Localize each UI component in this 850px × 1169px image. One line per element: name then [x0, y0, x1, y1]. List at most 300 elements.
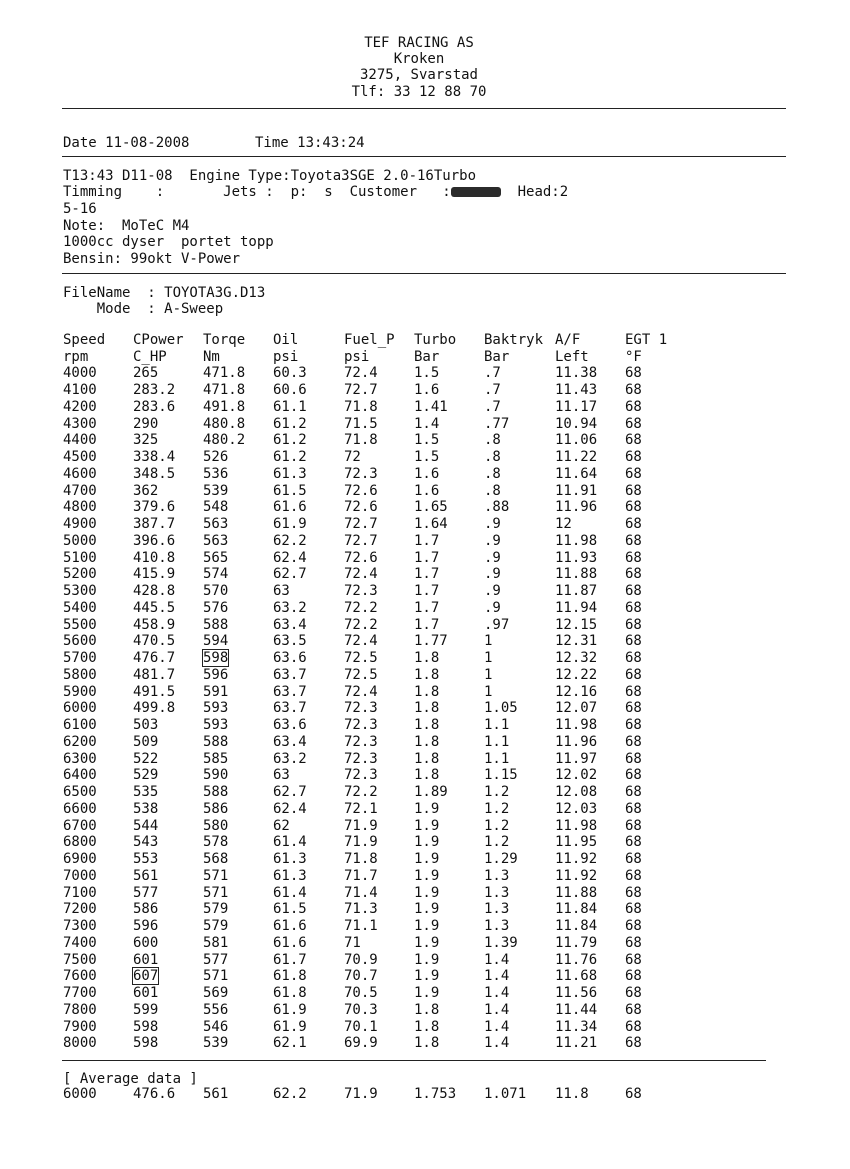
table-cell: 396.6 — [133, 532, 176, 549]
table-cell: 290 — [133, 415, 159, 432]
table-cell: .8 — [484, 482, 501, 499]
table-cell: 63.2 — [273, 750, 307, 767]
table-cell: 68 — [625, 432, 642, 449]
table-cell: 68 — [625, 1018, 642, 1035]
table-cell: 72.4 — [344, 683, 378, 700]
table-cell: 5900 — [63, 683, 97, 700]
table-cell: 68 — [625, 867, 642, 884]
table-cell: 11.98 — [555, 717, 598, 734]
table-cell: 72.6 — [344, 482, 378, 499]
column-header: EGT 1 — [625, 332, 668, 348]
table-row — [63, 767, 685, 784]
table-cell: 68 — [625, 934, 642, 951]
table-cell: 68 — [625, 499, 642, 516]
table-cell: 68 — [625, 549, 642, 566]
table-cell: 548 — [203, 499, 229, 516]
table-cell: 4000 — [63, 365, 97, 382]
table-cell: 61.4 — [273, 884, 307, 901]
table-cell: 68 — [625, 918, 642, 935]
table-cell: 598 — [133, 1018, 159, 1035]
table-cell: 63.6 — [273, 717, 307, 734]
table-cell: 5300 — [63, 583, 97, 600]
table-cell: 1.4 — [484, 1018, 510, 1035]
column-unit: Left — [555, 348, 589, 365]
table-cell: 68 — [625, 415, 642, 432]
table-cell: 72.2 — [344, 616, 378, 633]
table-cell: 71.4 — [344, 884, 378, 901]
redacted-customer — [451, 187, 501, 197]
table-cell: 63.4 — [273, 616, 307, 633]
table-cell: 72.3 — [344, 767, 378, 784]
table-cell: 61.3 — [273, 867, 307, 884]
table-cell: 11.95 — [555, 834, 598, 851]
table-cell: 60.6 — [273, 382, 307, 399]
table-cell: 1.5 — [414, 432, 440, 449]
table-cell: 11.38 — [555, 365, 598, 382]
dyno-data-table — [63, 332, 685, 1052]
table-cell: 68 — [625, 834, 642, 851]
table-cell: 1.4 — [414, 415, 440, 432]
table-cell: 1.5 — [414, 365, 440, 382]
filename: FileName : TOYOTA3G.D13 — [63, 285, 266, 301]
table-cell: 471.8 — [203, 382, 246, 399]
table-cell: 71 — [344, 934, 361, 951]
fuel-line: Bensin: 99okt V-Power — [63, 251, 241, 267]
table-row — [63, 834, 685, 851]
table-cell: 68 — [625, 733, 642, 750]
table-cell: 72 — [344, 449, 361, 466]
table-row — [63, 700, 685, 717]
table-cell: 7400 — [63, 934, 97, 951]
table-cell: 62.2 — [273, 532, 307, 549]
table-cell: 11.84 — [555, 918, 598, 935]
table-cell: 1.2 — [484, 800, 510, 817]
table-cell: 4400 — [63, 432, 97, 449]
table-cell: 1.8 — [414, 1035, 440, 1052]
table-cell: 1.9 — [414, 918, 440, 935]
table-cell: 63 — [273, 583, 290, 600]
average-cell: 71.9 — [344, 1086, 378, 1102]
table-cell: 61.6 — [273, 499, 307, 516]
table-cell: 6400 — [63, 767, 97, 784]
table-cell: 70.5 — [344, 985, 378, 1002]
table-row — [63, 968, 685, 985]
table-cell: 72.7 — [344, 532, 378, 549]
table-cell: 1.8 — [414, 650, 440, 667]
table-row — [63, 667, 685, 684]
table-cell: .88 — [484, 499, 510, 516]
table-cell: 68 — [625, 465, 642, 482]
company-name: TEF RACING AS — [364, 35, 474, 51]
table-row — [63, 432, 685, 449]
table-cell: 11.88 — [555, 884, 598, 901]
table-cell: 283.2 — [133, 382, 176, 399]
table-cell: 481.7 — [133, 666, 176, 683]
table-cell: 7900 — [63, 1018, 97, 1035]
table-cell: 1.15 — [484, 767, 518, 784]
table-cell: 61.1 — [273, 398, 307, 415]
table-cell: 588 — [203, 616, 229, 633]
table-cell: 11.17 — [555, 398, 598, 415]
table-cell: 509 — [133, 733, 159, 750]
table-cell: 594 — [203, 633, 229, 650]
table-cell: 491.5 — [133, 683, 176, 700]
table-cell: 71.8 — [344, 851, 378, 868]
table-cell: 62.1 — [273, 1035, 307, 1052]
table-cell: 61.3 — [273, 465, 307, 482]
table-cell: 68 — [625, 700, 642, 717]
table-cell: 1.8 — [414, 683, 440, 700]
table-row — [63, 784, 685, 801]
table-cell: 70.3 — [344, 1001, 378, 1018]
table-cell: 586 — [133, 901, 159, 918]
table-cell: 1.9 — [414, 951, 440, 968]
table-cell: 7700 — [63, 985, 97, 1002]
table-cell: 578 — [203, 834, 229, 851]
table-cell: 71.7 — [344, 867, 378, 884]
table-cell: 565 — [203, 549, 229, 566]
table-cell: 12 — [555, 516, 572, 533]
table-cell: 1.8 — [414, 700, 440, 717]
table-row — [63, 416, 685, 433]
table-row — [63, 449, 685, 466]
table-cell: 72.3 — [344, 733, 378, 750]
table-cell: 68 — [625, 516, 642, 533]
table-cell: 553 — [133, 851, 159, 868]
table-cell: 68 — [625, 382, 642, 399]
table-cell: 71.3 — [344, 901, 378, 918]
table-cell: 570 — [203, 583, 229, 600]
table-cell: 68 — [625, 851, 642, 868]
table-cell: 68 — [625, 666, 642, 683]
table-row — [63, 684, 685, 701]
table-cell: 72.4 — [344, 566, 378, 583]
table-cell: 61.2 — [273, 449, 307, 466]
table-cell: 348.5 — [133, 465, 176, 482]
table-cell: 1.4 — [484, 951, 510, 968]
table-cell: 544 — [133, 817, 159, 834]
table-cell: 68 — [625, 901, 642, 918]
table-cell: 61.4 — [273, 834, 307, 851]
table-cell: 71.8 — [344, 398, 378, 415]
table-cell: 61.3 — [273, 851, 307, 868]
table-cell: 522 — [133, 750, 159, 767]
table-cell: 11.43 — [555, 382, 598, 399]
table-cell: 574 — [203, 566, 229, 583]
table-row — [63, 818, 685, 835]
table-cell: 1.8 — [414, 733, 440, 750]
table-cell: 1 — [484, 666, 493, 683]
table-cell: 1.9 — [414, 968, 440, 985]
average-cell: 62.2 — [273, 1086, 307, 1102]
table-cell: .77 — [484, 415, 510, 432]
table-cell: 71.9 — [344, 834, 378, 851]
table-cell — [133, 968, 203, 985]
table-cell: 72.5 — [344, 650, 378, 667]
table-cell: 5700 — [63, 650, 97, 667]
table-cell: 4100 — [63, 382, 97, 399]
table-cell: 68 — [625, 784, 642, 801]
table-row — [63, 550, 685, 567]
table-cell: 1.9 — [414, 867, 440, 884]
table-cell: 68 — [625, 566, 642, 583]
table-cell: 72.6 — [344, 549, 378, 566]
table-cell: 61.5 — [273, 901, 307, 918]
table-cell: 68 — [625, 884, 642, 901]
table-cell: 72.2 — [344, 784, 378, 801]
table-cell: 68 — [625, 482, 642, 499]
table-cell: 6300 — [63, 750, 97, 767]
table-cell: 63.4 — [273, 733, 307, 750]
column-header: CPower — [133, 332, 184, 348]
table-cell: 596 — [133, 918, 159, 935]
table-cell: 538 — [133, 800, 159, 817]
table-cell: 68 — [625, 1001, 642, 1018]
table-cell: 68 — [625, 951, 642, 968]
table-cell: 5200 — [63, 566, 97, 583]
table-cell: .9 — [484, 566, 501, 583]
table-cell: .9 — [484, 583, 501, 600]
table-cell: 1.8 — [414, 666, 440, 683]
head-value: Head:2 — [517, 184, 569, 200]
info-line-3: 5-16 — [63, 201, 97, 217]
table-cell: 1.9 — [414, 901, 440, 918]
table-cell: 1.89 — [414, 784, 448, 801]
table-cell: 1.3 — [484, 901, 510, 918]
table-cell: 1.39 — [484, 934, 518, 951]
table-cell — [203, 650, 273, 667]
table-cell: 410.8 — [133, 549, 176, 566]
table-cell: 11.44 — [555, 1001, 598, 1018]
table-cell: 12.31 — [555, 633, 598, 650]
table-cell: 4500 — [63, 449, 97, 466]
table-cell: 61.6 — [273, 918, 307, 935]
table-cell: 6200 — [63, 733, 97, 750]
report-time: Time 13:43:24 — [255, 135, 365, 151]
table-cell: 1.1 — [484, 717, 510, 734]
average-label: [ Average data ] — [63, 1071, 198, 1087]
table-cell: 5000 — [63, 532, 97, 549]
table-cell: 571 — [203, 884, 229, 901]
table-cell: 12.03 — [555, 800, 598, 817]
table-cell: 72.3 — [344, 700, 378, 717]
table-cell: 1 — [484, 633, 493, 650]
table-cell: 63.6 — [273, 650, 307, 667]
column-unit: rpm — [63, 348, 89, 365]
table-row — [63, 1002, 685, 1019]
table-cell: 68 — [625, 532, 642, 549]
table-cell: .8 — [484, 465, 501, 482]
table-cell: 61.7 — [273, 951, 307, 968]
table-cell: 68 — [625, 800, 642, 817]
table-cell: 12.07 — [555, 700, 598, 717]
table-cell: 536 — [203, 465, 229, 482]
table-cell: 61.9 — [273, 1018, 307, 1035]
table-cell: 580 — [203, 817, 229, 834]
table-cell: 12.22 — [555, 666, 598, 683]
table-row — [63, 885, 685, 902]
table-cell: 61.9 — [273, 516, 307, 533]
timing-jets-customer-text: Timming : Jets : p: s Customer : — [63, 184, 451, 200]
table-cell: 62.4 — [273, 549, 307, 566]
table-cell: 563 — [203, 532, 229, 549]
divider — [62, 273, 786, 274]
table-cell: 535 — [133, 784, 159, 801]
table-row — [63, 901, 685, 918]
table-cell: 1 — [484, 650, 493, 667]
table-cell: 1.9 — [414, 985, 440, 1002]
table-cell: 61.6 — [273, 934, 307, 951]
divider — [62, 1060, 766, 1061]
table-cell: 379.6 — [133, 499, 176, 516]
table-cell: 11.21 — [555, 1035, 598, 1052]
table-cell: 68 — [625, 365, 642, 382]
table-cell: 72.7 — [344, 382, 378, 399]
table-cell: 556 — [203, 1001, 229, 1018]
table-cell: 11.92 — [555, 851, 598, 868]
column-unit: Bar — [414, 348, 440, 365]
table-cell: 1.3 — [484, 918, 510, 935]
table-cell: 569 — [203, 985, 229, 1002]
table-cell: 325 — [133, 432, 159, 449]
table-cell: 70.7 — [344, 968, 378, 985]
table-cell: 601 — [133, 951, 159, 968]
table-cell: 499.8 — [133, 700, 176, 717]
table-cell: 585 — [203, 750, 229, 767]
table-cell: 539 — [203, 482, 229, 499]
table-cell: 1.9 — [414, 934, 440, 951]
company-postal-line: 3275, Svarstad — [359, 67, 478, 83]
column-unit: C_HP — [133, 348, 167, 365]
table-cell: 12.08 — [555, 784, 598, 801]
divider — [62, 108, 786, 109]
table-cell: 458.9 — [133, 616, 176, 633]
table-cell: 7500 — [63, 951, 97, 968]
table-cell: .9 — [484, 532, 501, 549]
table-row — [63, 1019, 685, 1036]
column-unit: Bar — [484, 348, 510, 365]
table-cell: 5400 — [63, 599, 97, 616]
table-cell: 6100 — [63, 717, 97, 734]
table-cell: 1.9 — [414, 851, 440, 868]
table-cell: .9 — [484, 549, 501, 566]
table-cell: 1.7 — [414, 532, 440, 549]
table-cell: 7000 — [63, 867, 97, 884]
table-cell: 526 — [203, 449, 229, 466]
table-cell: 68 — [625, 717, 642, 734]
table-cell: 577 — [133, 884, 159, 901]
table-cell: 63.5 — [273, 633, 307, 650]
table-cell: 561 — [133, 867, 159, 884]
average-cell: 11.8 — [555, 1086, 589, 1102]
table-cell: 11.88 — [555, 566, 598, 583]
table-cell: 63.2 — [273, 599, 307, 616]
table-cell: 1 — [484, 683, 493, 700]
table-cell: 68 — [625, 449, 642, 466]
table-cell: 4900 — [63, 516, 97, 533]
table-cell: 60.3 — [273, 365, 307, 382]
table-cell: 61.8 — [273, 985, 307, 1002]
table-cell: 4600 — [63, 465, 97, 482]
table-row — [63, 734, 685, 751]
table-cell: 61.2 — [273, 415, 307, 432]
table-cell: 593 — [203, 717, 229, 734]
table-row — [63, 918, 685, 935]
table-cell: 7300 — [63, 918, 97, 935]
table-cell: .97 — [484, 616, 510, 633]
table-cell: 11.91 — [555, 482, 598, 499]
table-cell: .8 — [484, 449, 501, 466]
table-cell: 577 — [203, 951, 229, 968]
table-cell: 5600 — [63, 633, 97, 650]
table-cell: 1.8 — [414, 1018, 440, 1035]
table-cell: 61.2 — [273, 432, 307, 449]
table-cell: 68 — [625, 968, 642, 985]
table-cell: 571 — [203, 968, 229, 985]
table-cell: 476.7 — [133, 650, 176, 667]
table-cell: 62 — [273, 817, 290, 834]
table-cell: 68 — [625, 599, 642, 616]
table-row — [63, 801, 685, 818]
company-address-line: Kroken — [393, 51, 445, 67]
table-cell: 1.7 — [414, 566, 440, 583]
table-cell: 1.4 — [484, 985, 510, 1002]
table-cell: .9 — [484, 599, 501, 616]
table-cell: 63.7 — [273, 683, 307, 700]
table-cell: 1.8 — [414, 1001, 440, 1018]
table-cell: 71.8 — [344, 432, 378, 449]
table-cell: 69.9 — [344, 1035, 378, 1052]
table-cell: 1.7 — [414, 616, 440, 633]
table-row — [63, 399, 685, 416]
table-cell: 72.1 — [344, 800, 378, 817]
table-row — [63, 717, 685, 734]
table-cell: 7200 — [63, 901, 97, 918]
table-cell: 72.7 — [344, 516, 378, 533]
table-cell: 11.06 — [555, 432, 598, 449]
table-cell: 599 — [133, 1001, 159, 1018]
table-cell: 63.7 — [273, 666, 307, 683]
table-cell: 72.4 — [344, 633, 378, 650]
table-cell: 11.98 — [555, 532, 598, 549]
table-cell: 4700 — [63, 482, 97, 499]
table-cell: 11.56 — [555, 985, 598, 1002]
table-cell: 72.6 — [344, 499, 378, 516]
table-cell: 546 — [203, 1018, 229, 1035]
table-cell: 491.8 — [203, 398, 246, 415]
average-cell: 476.6 — [133, 1086, 176, 1102]
table-row — [63, 382, 685, 399]
table-cell: 70.9 — [344, 951, 378, 968]
report-date: Date 11-08-2008 — [63, 135, 190, 151]
table-cell: 1.9 — [414, 800, 440, 817]
table-row — [63, 583, 685, 600]
circled-peak-value: 598 — [203, 650, 229, 667]
table-cell: 11.34 — [555, 1018, 598, 1035]
table-cell: 68 — [625, 750, 642, 767]
table-cell: 71.9 — [344, 817, 378, 834]
column-unit: Nm — [203, 348, 220, 365]
table-cell: 11.92 — [555, 867, 598, 884]
table-cell: .7 — [484, 382, 501, 399]
average-cell: 561 — [203, 1086, 229, 1102]
table-cell: .9 — [484, 516, 501, 533]
table-cell: 7100 — [63, 884, 97, 901]
injector-line: 1000cc dyser portet topp — [63, 234, 274, 250]
table-row — [63, 466, 685, 483]
table-units-row — [63, 349, 685, 366]
table-row — [63, 633, 685, 650]
